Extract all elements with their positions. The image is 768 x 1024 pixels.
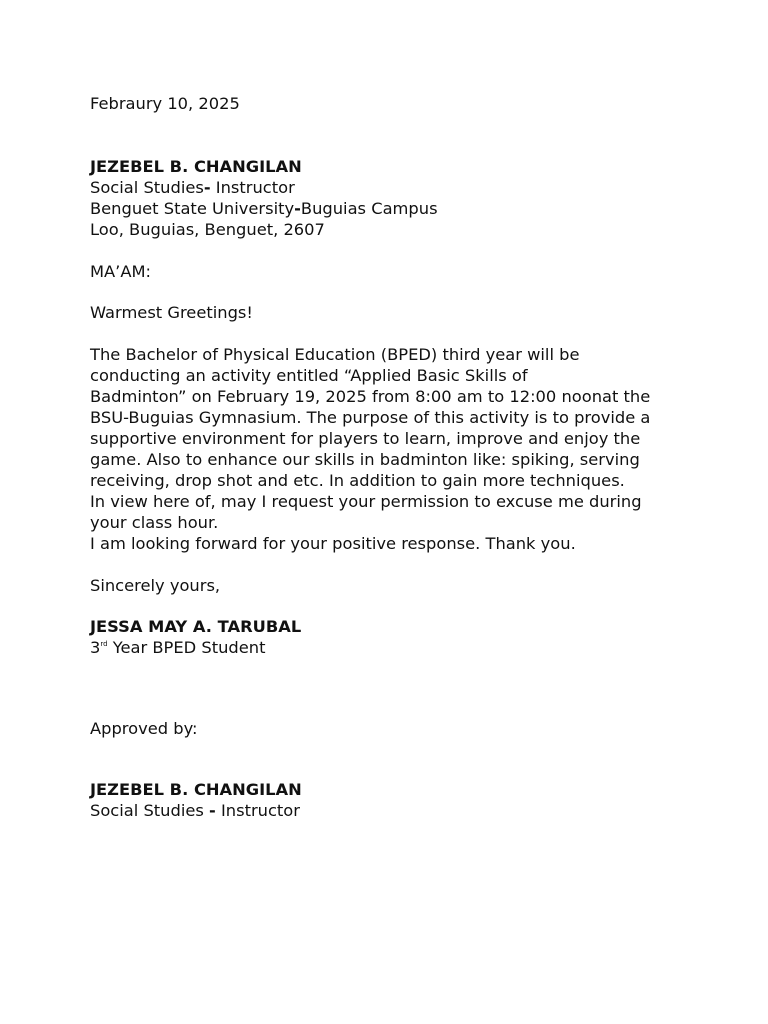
body-line: supportive environment for players to learn, improve and enjoy the: [90, 429, 641, 448]
body-line: Badminton” on February 19, 2025 from 8:00 am to 12:00 noonat the: [90, 387, 651, 406]
approver-title-role: Instructor: [215, 801, 300, 820]
approver-title: [90, 800, 300, 821]
recipient-name: JEZEBEL B. CHANGILAN: [90, 157, 302, 176]
approver-title-text: Social Studies: [90, 801, 210, 820]
greeting: Warmest Greetings!: [90, 303, 253, 322]
body-line: game. Also to enhance our skills in badminton like: spiking, serving: [90, 450, 640, 469]
letter-body: [90, 344, 650, 554]
salutation: MA’AM:: [90, 262, 152, 281]
approver-title-dash: -: [209, 801, 216, 820]
sender-year-rest: Year BPED Student: [107, 638, 266, 657]
recipient-institution: [90, 198, 438, 219]
recipient-title-dash: -: [203, 178, 211, 197]
body-line: your class hour.: [90, 513, 219, 532]
body-line: conducting an activity entitled “Applied Basic Skills of: [90, 366, 528, 385]
recipient-institution-dash: -: [294, 199, 301, 218]
sender-year-number: 3: [90, 638, 101, 657]
approver-name: JEZEBEL B. CHANGILAN: [90, 780, 302, 799]
recipient-title-role: Instructor: [210, 178, 295, 197]
recipient-title-text: Social Studies: [90, 178, 204, 197]
body-line: In view here of, may I request your permission to excuse me during: [90, 492, 642, 511]
recipient-address: Loo, Buguias, Benguet, 2607: [90, 220, 325, 239]
sender-title: [90, 637, 265, 658]
approved-label: Approved by:: [90, 719, 198, 738]
body-line: The Bachelor of Physical Education (BPED) third year will be: [90, 345, 580, 364]
recipient-institution-campus: Buguias Campus: [300, 199, 438, 218]
recipient-institution-text: Benguet State University: [90, 199, 295, 218]
letter-date: Febraury 10, 2025: [90, 94, 240, 113]
body-line: receiving, drop shot and etc. In addition to gain more techniques.: [90, 471, 625, 490]
sender-year-ordinal: rd: [100, 640, 108, 648]
body-line: BSU-Buguias Gymnasium. The purpose of this activity is to provide a: [90, 408, 651, 427]
closing: Sincerely yours,: [90, 576, 221, 595]
body-line: I am looking forward for your positive response. Thank you.: [90, 534, 576, 553]
sender-name: JESSA MAY A. TARUBAL: [90, 617, 302, 636]
recipient-title: [90, 177, 295, 198]
